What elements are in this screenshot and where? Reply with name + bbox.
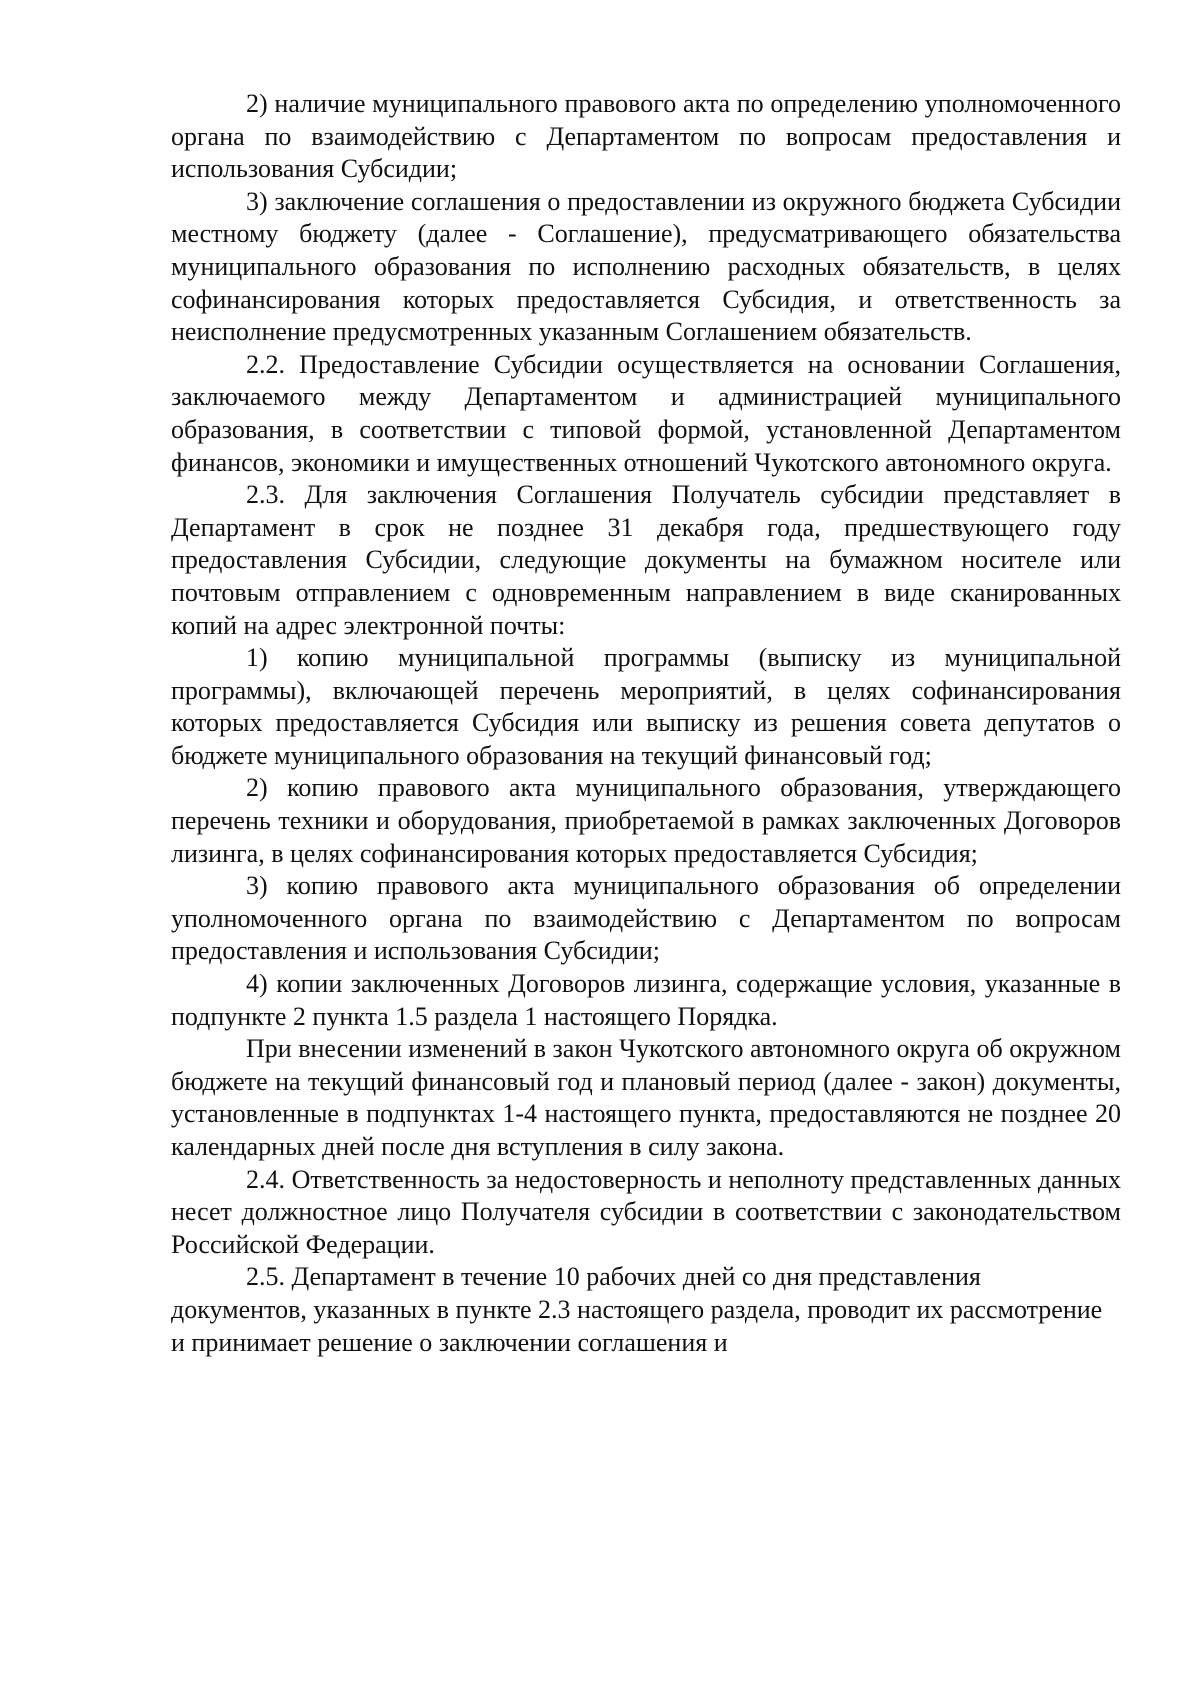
paragraph-2-4: 2.4. Ответственность за недостоверность и неполноту представленных данных несет должностное лицо Получателя субсидии в соответствии с законодательством Российской Федерации. (171, 1164, 1121, 1259)
paragraph-law-amendments: При внесении изменений в закон Чукотского автономного округа об окружном бюджете на текущий финансовый год и плановый период (далее - закон) документы, установленные в подпунктах 1-4 настоящего пункта, предоставляются не позднее 20 календарных дней после дня вступления в силу закона. (171, 1034, 1121, 1161)
paragraph-item-2-municipal-act: 2) наличие муниципального правового акта по определению уполномоченного органа по взаимодействию с Департаментом по вопросам предоставления и использования Субсидии; (171, 89, 1121, 184)
paragraph-2-3-item-1: 1) копию муниципальной программы (выписку из муниципальной программы), включающей перечень мероприятий, в целях софинансирования которых предоставляется Субсидия или выписку из решения совета депутатов о бюджете муниципального образования на текущий финансовый год; (171, 643, 1121, 770)
paragraph-2-3-item-3: 3) копию правового акта муниципального образования об определении уполномоченного органа по взаимодействию с Департаментом по вопросам предоставления и использования Субсидии; (171, 871, 1121, 966)
paragraph-2-3: 2.3. Для заключения Соглашения Получатель субсидии представляет в Департамент в срок не позднее 31 декабря года, предшествующего году предоставления Субсидии, следующие документы на бумажном носителе или почтовым отправлением с одновременным направлением в виде сканированных копий на адрес электронной почты: (171, 480, 1121, 640)
paragraph-item-3-agreement: 3) заключение соглашения о предоставлении из окружного бюджета Субсидии местному бюджету (далее - Соглашение), предусматривающего обязательства муниципального образования по исполнению расходных обязательств, в целях софинансирования которых предоставляется Субсидия, и ответственность за неисполнение предусмотренных указанным Соглашением обязательств. (171, 186, 1121, 347)
paragraph-2-3-item-2: 2) копию правового акта муниципального образования, утверждающего перечень техники и оборудования, приобретаемой в рамках заключенных Договоров лизинга, в целях софинансирования которых предоставляется Субсидия; (171, 773, 1121, 868)
paragraph-2-5: 2.5. Департамент в течение 10 рабочих дней со дня представления документов, указанных в пункте 2.3 настоящего раздела, проводит их рассмотрение и принимает решение о заключении соглашения и (171, 1262, 1103, 1357)
document-page (171, 88, 1121, 1359)
paragraph-2-2: 2.2. Предоставление Субсидии осуществляется на основании Соглашения, заключаемого между Департаментом и администрацией муниципального образования, в соответствии с типовой формой, установленной Департаментом финансов, экономики и имущественных отношений Чукотского автономного округа. (171, 349, 1121, 477)
paragraph-2-3-item-4: 4) копии заключенных Договоров лизинга, содержащие условия, указанные в подпункте 2 пункта 1.5 раздела 1 настоящего Порядка. (171, 969, 1121, 1031)
